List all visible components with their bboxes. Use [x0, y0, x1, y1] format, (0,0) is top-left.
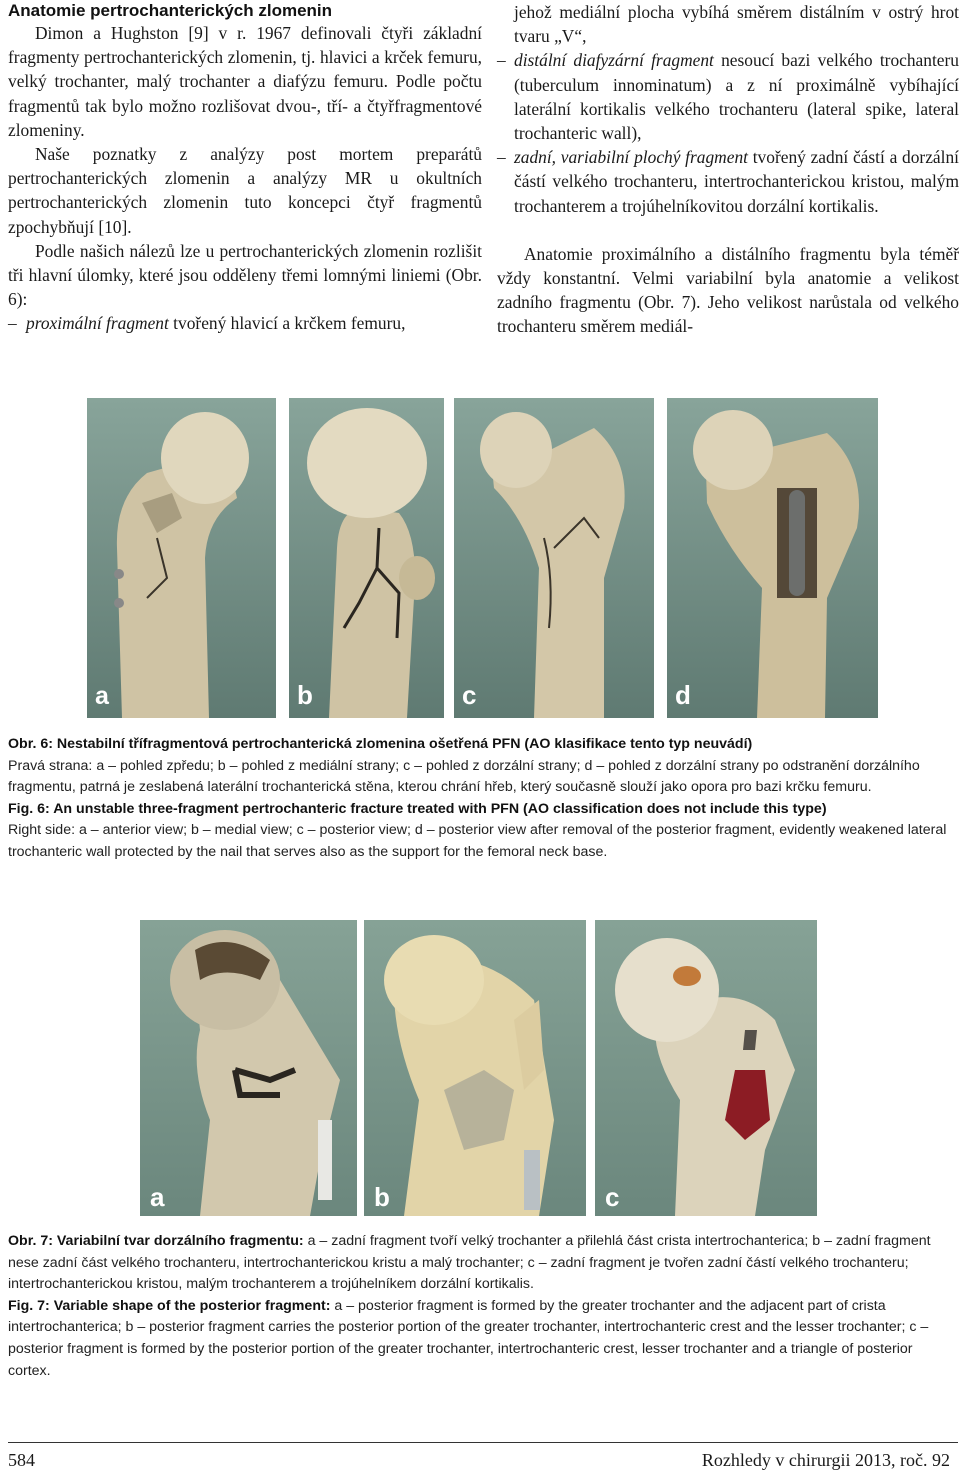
- paragraph-3: Podle našich nálezů lze u pertrochanterických zlomenin rozlišit tři hlavní úlomky, které jsou odděleny třemi lomnými liniemi (Obr. 6):: [8, 240, 482, 310]
- list-term: zadní, variabilní plochý fragment: [514, 147, 748, 168]
- dash-bullet: –: [8, 313, 17, 334]
- list-item-posterior-fragment: [497, 145, 959, 218]
- caption-cz-label: Obr. 7: Variabilní tvar dorzálního fragmentu:: [8, 1233, 304, 1249]
- caption-en-text: a – posterior fragment is formed by the greater trochanter and the adjacent part of crista intertrochanterica; b – posterior fragment carries the posterior portion of the greater trochanter, intertrochanteric crest and the lesser trochanter; c – posterior fragment is formed by the posterior portion of the greater trochanter, intertrochanteric crest, lesser trochanter and a triangle of posterior cortex.: [8, 1297, 929, 1379]
- panel-label-a: a: [95, 682, 109, 710]
- list-term: distální diafyzární fragment: [514, 50, 714, 71]
- paragraph-4: Anatomie proximálního a distálního fragmentu byla téměř vždy konstantní. Velmi variabilní byla anatomie a velikost zadního fragmentu (Obr. 7). Jeho velikost narůstala od velkého trochanteru směrem mediál-: [497, 243, 959, 337]
- caption-cz: [8, 734, 958, 756]
- figure-7-caption: [8, 1231, 958, 1382]
- dash-bullet: –: [497, 50, 506, 71]
- caption-en: [8, 1296, 958, 1382]
- list-text: tvořený zadní částí a dorzální částí velkého trochanteru, intertrochanterickou kristou, malým trochanterem a trojúhelníkovitou dorzální kortikalis.: [514, 147, 959, 216]
- list-term: proximální fragment: [26, 313, 169, 334]
- section-heading: Anatomie pertrochanterických zlomenin: [8, 1, 333, 20]
- paragraph-2: Naše poznatky z analýzy post mortem preparátů pertrochanterických zlomenin a analýzy MR u okultních pertrochanterických zlomenin tuto koncepci čtyř fragmentů zpochybňují [10].: [8, 144, 482, 237]
- caption-cz-label: Obr. 6: Nestabilní třífragmentová pertrochanterická zlomenina ošetřená PFN (AO klasifikace tento typ neuvádí): [8, 736, 753, 752]
- list-item-distal-fragment: [497, 48, 959, 145]
- caption-en-label: Fig. 6: An unstable three-fragment pertrochanteric fracture treated with PFN (AO classification does not include this type): [8, 800, 827, 817]
- photo-6d: [667, 398, 878, 718]
- figure-6-caption: [8, 734, 958, 864]
- dash-bullet: –: [497, 147, 506, 168]
- figure-7-photos: [140, 920, 817, 1216]
- journal-name: Rozhledy v chirurgii 2013, roč. 92: [701, 1450, 950, 1470]
- photo-7a: [140, 920, 357, 1216]
- panel-label-b: b: [374, 1182, 390, 1212]
- list-text: nesoucí bazi velkého trochanteru (tuberculum innominatum) a z ní proximálně vybíhající laterální kortikalis velkého trochanteru (lateral spike, lateral trochanteric wall),: [514, 50, 960, 144]
- page-number: 584: [8, 1450, 35, 1470]
- photo-6c: [454, 398, 654, 718]
- caption-en-text: Right side: a – anterior view; b – medial view; c – posterior view; d – posterior view after removal of the posterior fragment, evidently weakened lateral trochanteric wall protected by the nail that serves also as the support for the femoral neck base.: [8, 822, 947, 860]
- caption-cz-text: Pravá strana: a – pohled zpředu; b – pohled z mediální strany; c – pohled z dorzální strany; d – pohled z dorzální strany po odstranění dorzálního fragmentu, patrná je zeslabená laterální trochanterická stěna, kterou chrání hřeb, který současně slouží jako opora pro bazi krčku femuru.: [8, 757, 920, 796]
- photo-7b: [364, 920, 586, 1216]
- list-item-continuation: jehož mediální plocha vybíhá směrem distálním v ostrý hrot tvaru „V“,: [514, 2, 959, 47]
- photo-6b: [289, 398, 444, 718]
- caption-cz-text: a – zadní fragment tvoří velký trochanter a přilehlá část crista intertrochanterica; b – zadní fragment nese zadní část velkého trochanteru, intertrochanterickou kristu a malý trochanter; c – zadní fragment je tvořen zadní částí velkého trochanteru; intertrochanterickou kristou, malým trochanterem a trojúhelníkem dorzální kortikalis.: [8, 1233, 931, 1293]
- list-text: tvořený hlavicí a krčkem femuru,: [168, 313, 406, 334]
- paragraph-1: Dimon a Hughston [9] v r. 1967 definovali čtyři základní fragmenty pertrochanterických zlomenin, tj. hlavici a krček femuru, velký trochanter, malý trochanter a diafýzu femuru. Podle počtu fragmentů tak bylo možno rozlišovat dvou-, tří- a čtyřfragmentové zlomeniny.: [8, 23, 482, 140]
- panel-label-a: a: [150, 1182, 165, 1212]
- photo-6a: [87, 398, 276, 718]
- list-item-proximal-fragment: [8, 311, 482, 335]
- right-text-column: [497, 0, 959, 339]
- panel-label-d: d: [675, 680, 691, 710]
- photo-7c: [595, 920, 817, 1216]
- panel-label-b: b: [297, 680, 313, 710]
- panel-label-c: c: [462, 680, 477, 710]
- footer-rule: [8, 1442, 958, 1443]
- caption-en: [8, 799, 958, 821]
- figure-6-photos: [87, 398, 878, 718]
- caption-cz: [8, 1231, 958, 1296]
- caption-en-label: Fig. 7: Variable shape of the posterior fragment:: [8, 1297, 331, 1314]
- left-text-column: [8, 0, 482, 336]
- panel-label-c: c: [605, 1182, 620, 1212]
